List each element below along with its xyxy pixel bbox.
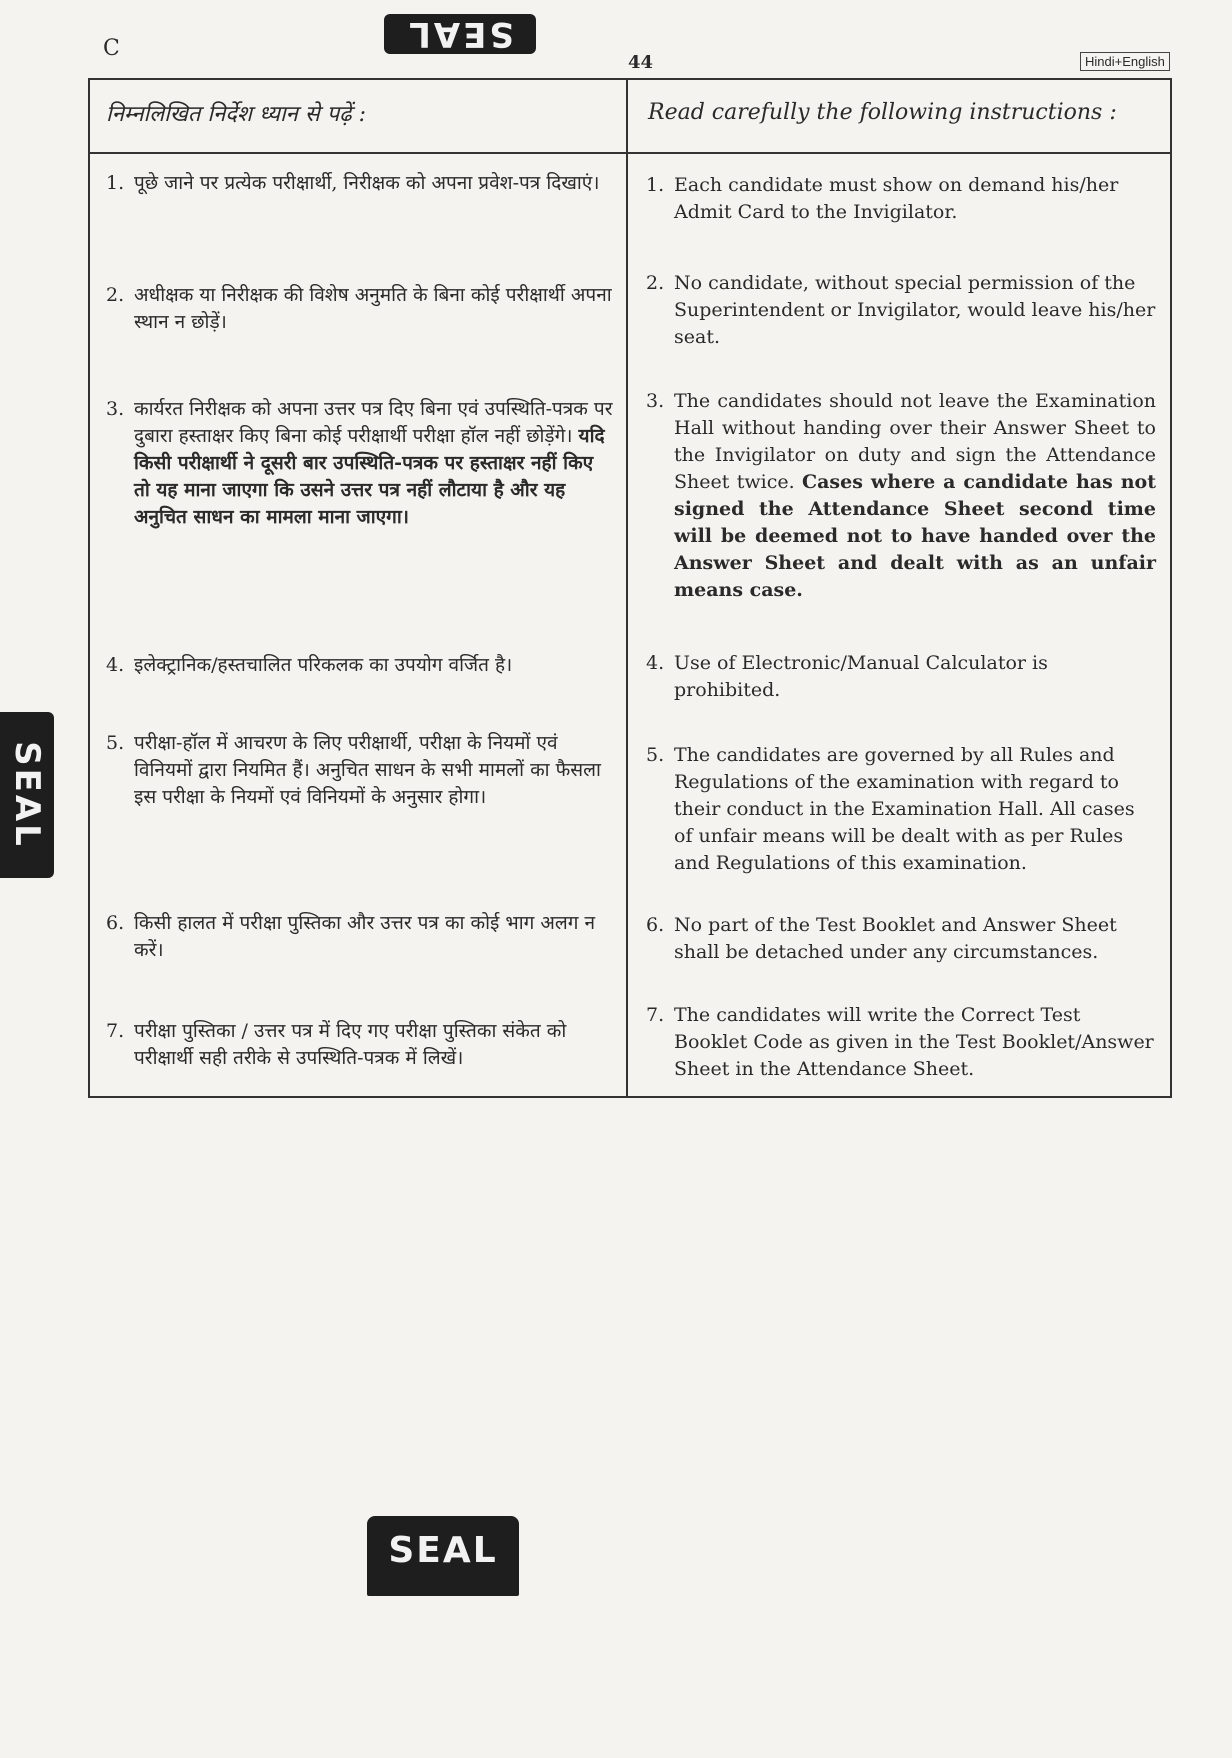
table-border-right bbox=[1170, 78, 1172, 1098]
seal-stamp-bottom: SEAL bbox=[367, 1516, 519, 1596]
item-text: The candidates should not leave the Examination Hall without handing over their Answer Sheet to the Invigilator on duty and sign the Attendance Sheet twice. bbox=[674, 390, 1156, 493]
hindi-heading: निम्नलिखित निर्देश ध्यान से पढ़ें : bbox=[106, 102, 367, 127]
table-border-bottom bbox=[88, 1096, 1172, 1098]
item-number: 5. bbox=[106, 732, 125, 754]
item-text: पूछे जाने पर प्रत्येक परीक्षार्थी, निरीक्षक को अपना प्रवेश-पत्र दिखाएं। bbox=[134, 172, 600, 194]
hindi-item-1 bbox=[106, 170, 614, 197]
item-number: 6. bbox=[646, 914, 665, 936]
english-item-5 bbox=[646, 742, 1156, 877]
table-border-top bbox=[88, 78, 1172, 80]
item-text: अधीक्षक या निरीक्षक की विशेष अनुमति के बिना कोई परीक्षार्थी अपना स्थान न छोड़ें। bbox=[134, 284, 612, 333]
english-item-1 bbox=[646, 172, 1156, 226]
item-emphasis-text: Cases where a candidate has not signed the Attendance Sheet second time will be deemed not to have handed over the Answer Sheet and dealt with as an unfair means case. bbox=[674, 471, 1156, 601]
item-number: 4. bbox=[106, 654, 125, 676]
item-number: 6. bbox=[106, 912, 125, 934]
hindi-item-2 bbox=[106, 282, 614, 336]
hindi-item-4 bbox=[106, 652, 614, 679]
column-divider bbox=[626, 78, 628, 1098]
item-number: 3. bbox=[106, 398, 125, 420]
item-text: किसी हालत में परीक्षा पुस्तिका और उत्तर पत्र का कोई भाग अलग न करें। bbox=[134, 912, 596, 961]
item-number: 2. bbox=[106, 284, 125, 306]
item-number: 5. bbox=[646, 744, 665, 766]
item-text: कार्यरत निरीक्षक को अपना उत्तर पत्र दिए बिना एवं उपस्थिति-पत्रक पर दुबारा हस्ताक्षर किए बिना कोई परीक्षार्थी परीक्षा हॉल नहीं छोड़ेंगे। bbox=[134, 398, 613, 447]
english-item-4 bbox=[646, 650, 1156, 704]
english-item-6 bbox=[646, 912, 1156, 966]
english-item-7 bbox=[646, 1002, 1156, 1083]
hindi-item-5 bbox=[106, 730, 614, 811]
item-text: परीक्षा पुस्तिका / उत्तर पत्र में दिए गए परीक्षा पुस्तिका संकेत को परीक्षार्थी सही तरीके से उपस्थिति-पत्रक में लिखें। bbox=[134, 1020, 567, 1069]
language-tag: Hindi+English bbox=[1080, 52, 1170, 71]
instructions-table bbox=[88, 78, 1172, 1098]
english-item-3 bbox=[646, 388, 1156, 604]
item-text: इलेक्ट्रानिक/हस्तचालित परिकलक का उपयोग वर्जित है। bbox=[134, 654, 513, 676]
item-number: 7. bbox=[646, 1004, 665, 1026]
english-heading: Read carefully the following instructions : bbox=[648, 100, 1117, 125]
seal-stamp-left: SEAL bbox=[0, 712, 54, 878]
hindi-item-7 bbox=[106, 1018, 614, 1072]
series-code: C bbox=[103, 36, 120, 61]
item-text: No part of the Test Booklet and Answer Sheet shall be detached under any circumstances. bbox=[674, 914, 1117, 963]
item-text: The candidates are governed by all Rules and Regulations of the examination with regard to their conduct in the Examination Hall. All cases of unfair means will be dealt with as per Rules and Regulations of this examination. bbox=[674, 744, 1135, 874]
item-number: 3. bbox=[646, 390, 665, 412]
english-item-2 bbox=[646, 270, 1156, 351]
item-text: The candidates will write the Correct Test Booklet Code as given in the Test Booklet/Answer Sheet in the Attendance Sheet. bbox=[674, 1004, 1154, 1080]
item-number: 1. bbox=[106, 172, 125, 194]
hindi-item-6 bbox=[106, 910, 614, 964]
item-text: Each candidate must show on demand his/her Admit Card to the Invigilator. bbox=[674, 174, 1119, 223]
item-number: 4. bbox=[646, 652, 665, 674]
item-text: No candidate, without special permission of the Superintendent or Invigilator, would leave his/her seat. bbox=[674, 272, 1156, 348]
item-text: परीक्षा-हॉल में आचरण के लिए परीक्षार्थी, परीक्षा के नियमों एवं विनियमों द्वारा नियमित हैं। अनुचित साधन के सभी मामलों का फैसला इस परीक्षा के नियमों एवं विनियमों के अनुसार होगा। bbox=[134, 732, 601, 808]
item-number: 2. bbox=[646, 272, 665, 294]
table-border-left bbox=[88, 78, 90, 1098]
item-number: 7. bbox=[106, 1020, 125, 1042]
hindi-item-3 bbox=[106, 396, 614, 531]
item-number: 1. bbox=[646, 174, 665, 196]
seal-stamp-top: SEAL bbox=[384, 14, 536, 54]
header-divider bbox=[88, 152, 1172, 154]
item-text: Use of Electronic/Manual Calculator is prohibited. bbox=[674, 652, 1048, 701]
item-emphasis-text: यदि किसी परीक्षार्थी ने दूसरी बार उपस्थिति-पत्रक पर हस्ताक्षर नहीं किए तो यह माना जाएगा कि उसने उत्तर पत्र नहीं लौटाया है और यह अनुचित साधन का मामला माना जाएगा। bbox=[134, 425, 605, 528]
page-number: 44 bbox=[628, 52, 654, 73]
